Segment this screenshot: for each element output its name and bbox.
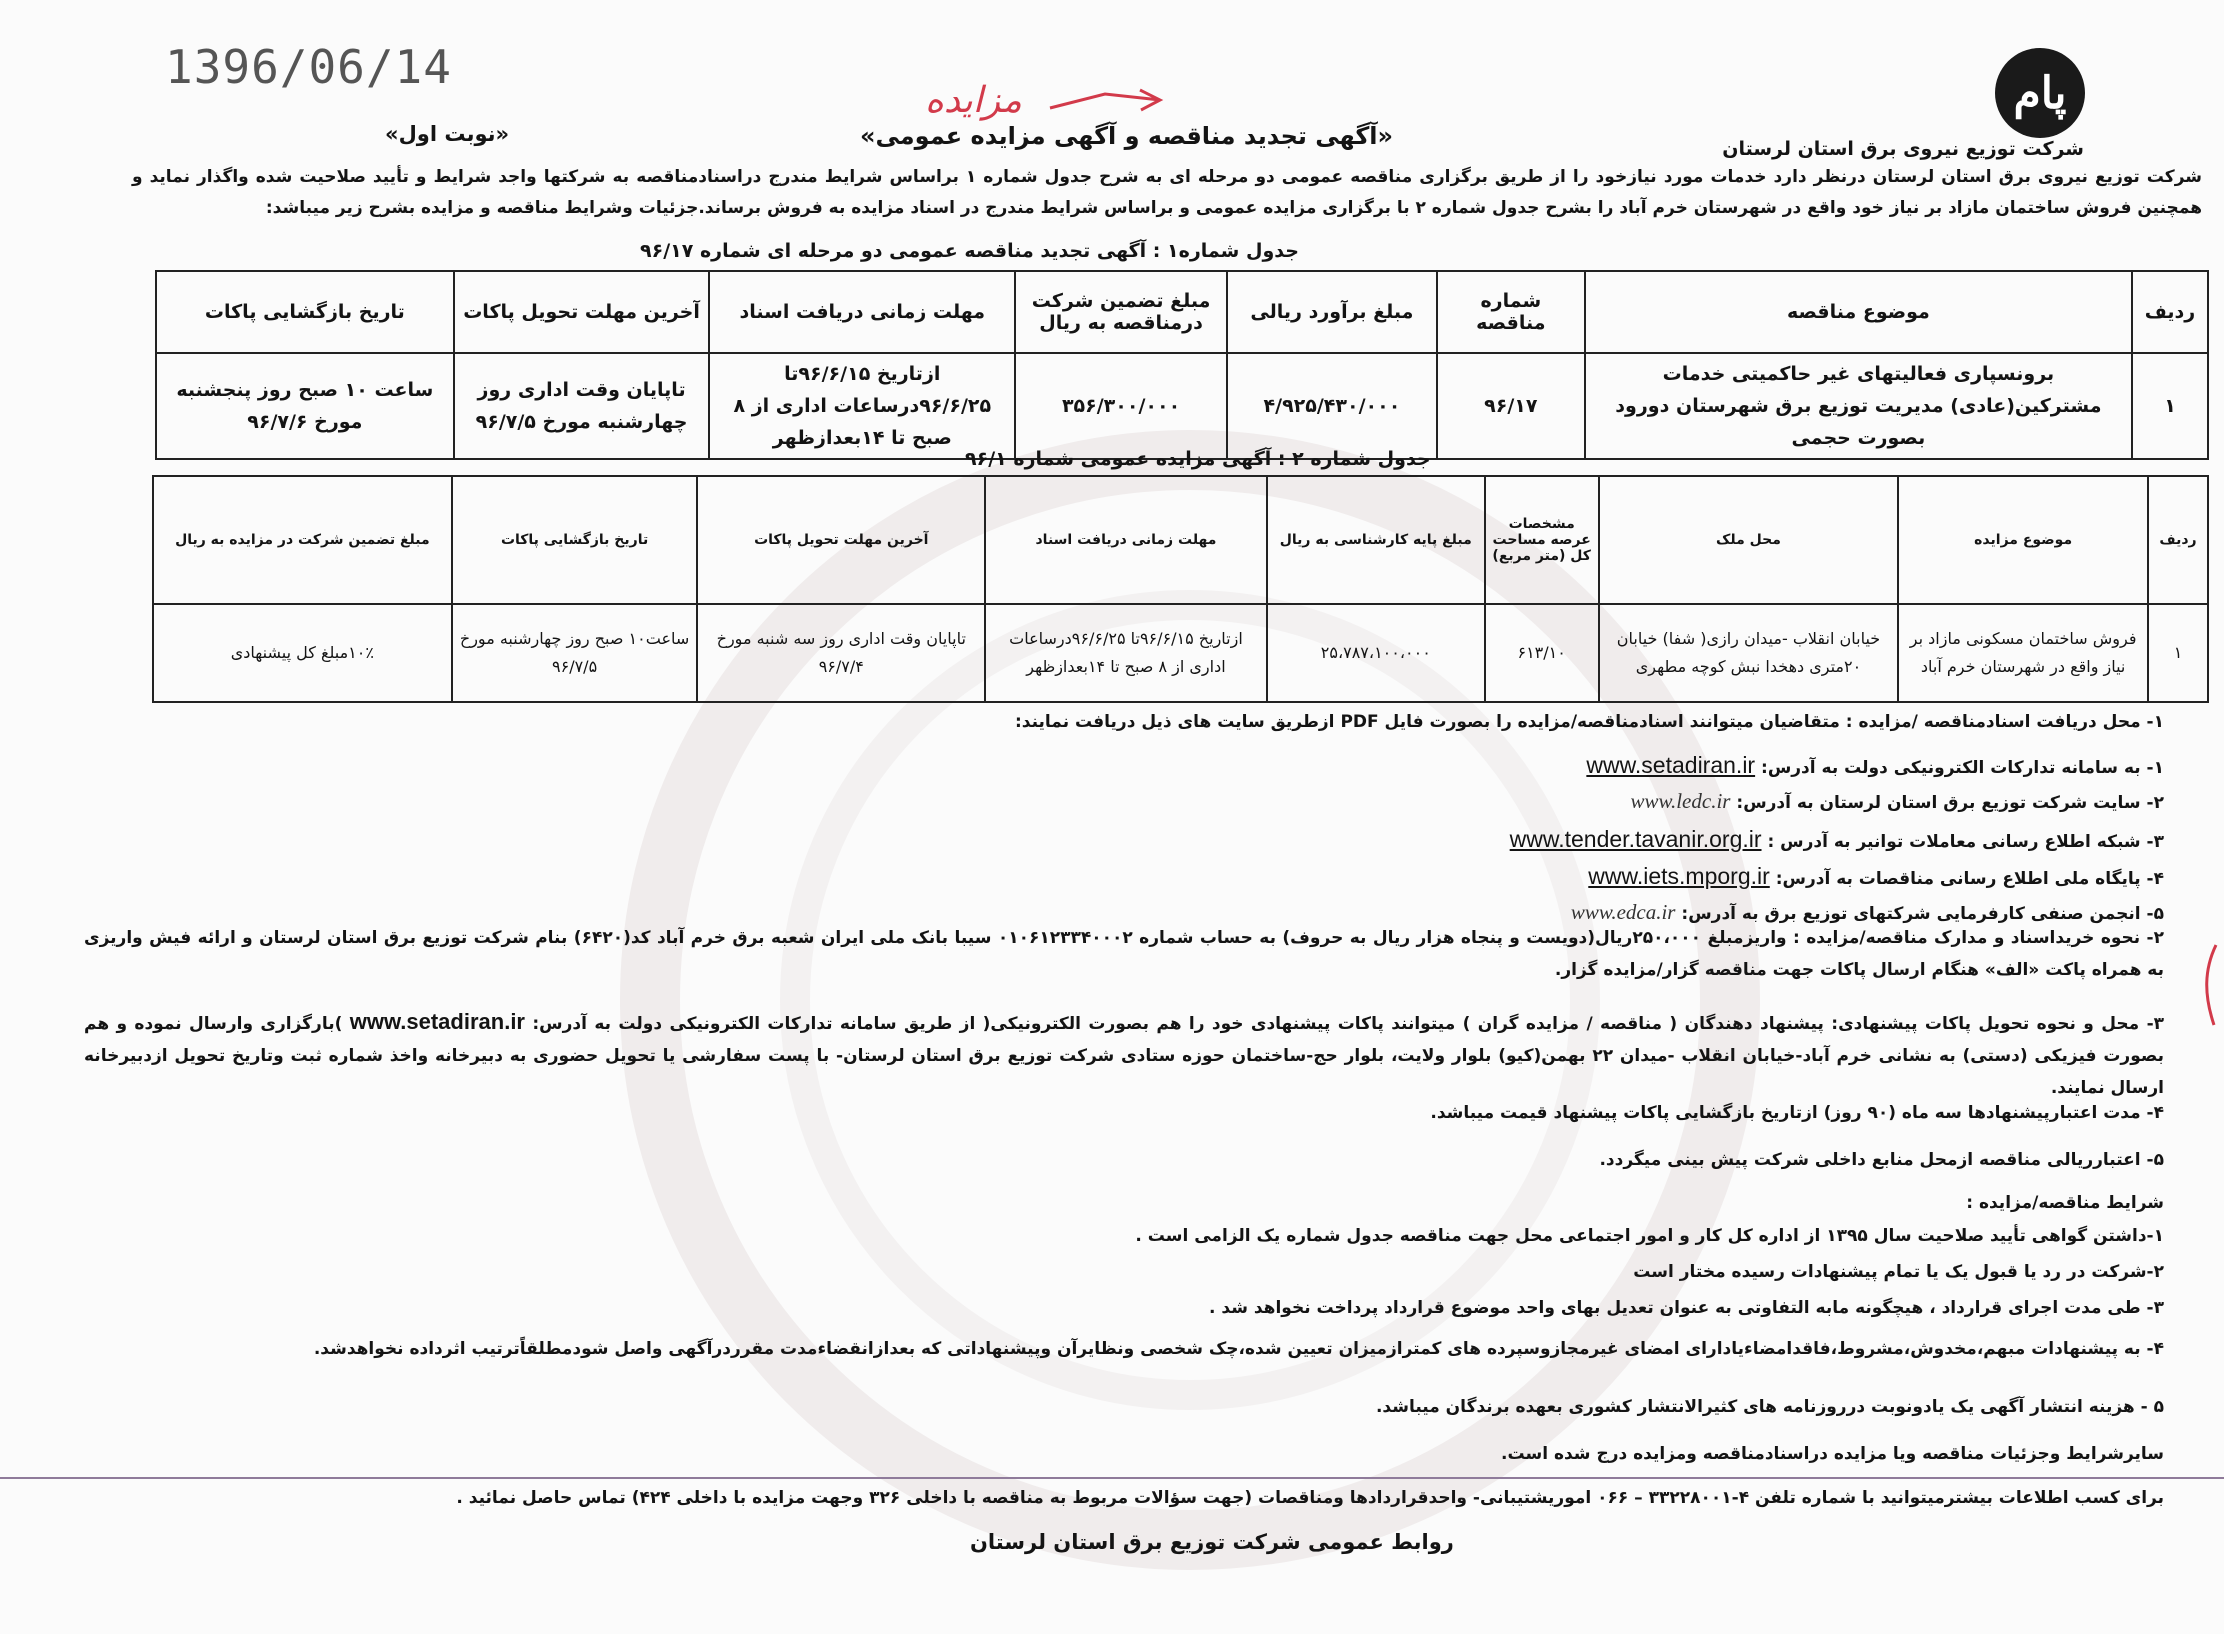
section-2 xyxy=(84,922,2164,986)
site-label: ۵- انجمن صنفی کارفرمایی شرکتهای توزیع برق به آدرس: xyxy=(1681,904,2164,924)
conditions-title: شرایط مناقصه/مزایده : xyxy=(1966,1193,2164,1213)
section-3-link[interactable]: www.setadiran.ir xyxy=(349,1009,525,1034)
header-cell: شماره مناقصه xyxy=(1437,271,1585,353)
footer-signature: روابط عمومی شرکت توزیع برق استان لرستان xyxy=(970,1530,1454,1554)
section-5: ۵- اعتبارریالی مناقصه ازمحل منابع داخلی شرکت پیش بینی میگردد. xyxy=(1599,1150,2164,1170)
header-cell: مشخصات عرصه مساحت کل (متر مربع) xyxy=(1485,476,1599,604)
table2-title: جدول شماره ۲ : آگهی مزایده عمومی شماره ۹۶/۱ xyxy=(965,448,1431,470)
table-cell: ساعت ۱۰ صبح روز پنجشنبه مورخ ۹۶/۷/۶ xyxy=(156,353,454,459)
site-label: ۱- به سامانه تدارکات الکترونیکی دولت به آدرس: xyxy=(1761,758,2164,778)
header-cell: آخرین مهلت تحویل پاکات xyxy=(454,271,710,353)
section-2-heading: ۲- نحوه خریداسناد و مدارک مناقصه/مزایده : xyxy=(1793,928,2164,948)
site-link[interactable]: www.ledc.ir xyxy=(1630,789,1731,813)
section-1-heading: ۱- محل دریافت اسنادمناقصه /مزایده : xyxy=(1845,712,2164,732)
section-1-text: متقاضیان میتوانند اسنادمناقصه/مزایده را بصورت فایل PDF ازطریق سایت های ذیل دریافت نمایند: xyxy=(1014,712,1840,732)
table-cell: تاپایان وقت اداری روز سه شنبه مورخ ۹۶/۷/۴ xyxy=(697,604,985,702)
company-name: شرکت توزیع نیروی برق استان لرستان xyxy=(1722,138,2084,160)
site-link[interactable]: www.tender.tavanir.org.ir xyxy=(1509,826,1762,852)
header-cell: مبلغ پایه کارشناسی به ریال xyxy=(1267,476,1485,604)
tender-table xyxy=(155,270,2209,460)
table-cell: ۱ xyxy=(2132,353,2208,459)
page-title: «آگهی تجدید مناقصه و آگهی مزایده عمومی» xyxy=(860,122,1394,150)
table-cell: ۹۶/۱۷ xyxy=(1437,353,1585,459)
section-3 xyxy=(84,1006,2164,1104)
site-link[interactable]: www.iets.mporg.ir xyxy=(1588,863,1770,889)
header-cell: مبلغ برآورد ریالی xyxy=(1227,271,1437,353)
section-3-text: پیشنهاد دهندگان ( مناقصه / مزایده گران ) میتوانند پاکات پیشنهادی خود را هم بصورت الکترونیکی( از طریق سامانه تدارکات الکترونیکی دولت به آدرس: xyxy=(532,1014,1824,1034)
company-logo xyxy=(1995,48,2085,138)
table-cell: برونسپاری فعالیتهای غیر حاکمیتی خدمات مشترکین(عادی) مدیریت توزیع برق شهرستان دورود بصورت حجمی xyxy=(1585,353,2132,459)
table-cell: ۶۱۳/۱۰ xyxy=(1485,604,1599,702)
table-cell: ۲۵،۷۸۷،۱۰۰،۰۰۰ xyxy=(1267,604,1485,702)
table1-title: جدول شماره۱ : آگهی تجدید مناقصه عمومی دو مرحله ای شماره ۹۶/۱۷ xyxy=(640,240,1299,262)
auction-table xyxy=(152,475,2209,703)
condition-item: ۱-داشتن گواهی تأیید صلاحیت سال ۱۳۹۵ از اداره کل کار و امور اجتماعی محل جهت مناقصه جدول شماره یک الزامی است . xyxy=(1135,1226,2164,1246)
table-header-row xyxy=(153,476,2208,604)
date-stamp: 1396/06/14 xyxy=(165,40,452,94)
table-row xyxy=(156,353,2208,459)
table-cell: ۱۰٪مبلغ کل پیشنهادی xyxy=(153,604,452,702)
header-cell: تاریخ بازگشایی پاکات xyxy=(452,476,698,604)
margin-pen-mark-icon xyxy=(2200,940,2220,1030)
site-label: ۲- سایت شرکت توزیع برق استان لرستان به آدرس: xyxy=(1736,793,2164,813)
section-4: ۴- مدت اعتبارپیشنهادها سه ماه (۹۰ روز) ازتاریخ بازگشایی پاکات پیشنهاد قیمت میباشد. xyxy=(1430,1103,2164,1123)
site-item xyxy=(1631,789,2164,814)
site-item xyxy=(1586,752,2164,779)
table-cell: ۴/۹۲۵/۴۳۰/۰۰۰ xyxy=(1227,353,1437,459)
other-conditions-note: سایرشرایط وجزئیات مناقصه ویا مزایده دراسنادمناقصه ومزایده درج شده است. xyxy=(1501,1444,2164,1464)
table-cell: ۱ xyxy=(2148,604,2208,702)
logo-text: ﭘﺎﻡ xyxy=(2013,67,2067,119)
section-3-text-cont: )بارگزاری وارسال نموده و هم بصورت فیزیکی (دستی) به نشانی خرم آباد-خیابان انقلاب -میدان ۲۲ بهمن(کیو) بلوار ولایت، بلوار حج-ساختمان حوزه ستادی شرکت توزیع برق استان لرستان- با پست سفارشی یا تحویل حضوری به دبیرخانه واخذ شماره ثبت وتاریخ تحویل ازدبیرخانه ارسال نمایند. xyxy=(84,1014,2164,1098)
table-row xyxy=(153,604,2208,702)
header-cell: ردیف xyxy=(2148,476,2208,604)
handwritten-note: مزایده xyxy=(925,80,1022,121)
table-cell: ساعت۱۰ صبح روز چهارشنبه مورخ ۹۶/۷/۵ xyxy=(452,604,698,702)
table-cell: ازتاریخ ۹۶/۶/۱۵تا ۹۶/۶/۲۵درساعات اداری از ۸ صبح تا ۱۴بعدازظهر xyxy=(709,353,1015,459)
condition-item: ۵ - هزینه انتشار آگهی یک یادونوبت درروزنامه های کثیرالانتشار کشوری بعهده برندگان میباشد. xyxy=(1375,1397,2164,1417)
header-cell: مبلغ تضمین شرکت در مزایده به ریال xyxy=(153,476,452,604)
table-cell: ازتاریخ ۹۶/۶/۱۵تا ۹۶/۶/۲۵درساعات اداری از ۸ صبح تا ۱۴بعدازظهر xyxy=(985,604,1267,702)
condition-item: ۳- طی مدت اجرای قرارداد ، هیچگونه مابه التفاوتی به عنوان تعدیل بهای واحد موضوع قرارداد پرداخت نخواهد شد . xyxy=(1209,1298,2164,1318)
handwritten-arrow-icon xyxy=(1045,86,1165,116)
header-cell: موضوع مزایده xyxy=(1898,476,2148,604)
intro-paragraph: شرکت توزیع نیروی برق استان لرستان درنظر دارد خدمات مورد نیازخود را از طریق برگزاری مناقصه عمومی دو مرحله ای به شرح جدول شماره ۱ براساس شرایط مندرج دراسنادمناقصه به شرکتها واجد شرایط و تأیید صلاحیت شده واگذار نماید و همچنین فروش ساختمان مازاد بر نیاز خود واقع در شهرستان خرم آباد را بشرح جدول شماره ۲ با برگزاری مزایده عمومی و براساس شرایط مندرج در اسناد مزایده به فروش برساند.جزئیات وشرایط مناقصه و مزایده بشرح زیر میباشد: xyxy=(132,167,2202,218)
condition-item: ۲-شرکت در رد یا قبول یک یا تمام پیشنهادات رسیده مختار است xyxy=(1633,1262,2164,1282)
site-link[interactable]: www.setadiran.ir xyxy=(1586,752,1756,778)
contact-note: برای کسب اطلاعات بیشترمیتوانید با شماره تلفن ۴-۳۳۲۲۸۰۰۱ – ۰۶۶ اموریشتیبانی- واحدقراردادها ومناقصات (جهت سؤالات مربوط به مناقصه با داخلی ۳۲۶ وجهت مزایده با داخلی ۴۲۴) تماس حاصل نمائید . xyxy=(456,1488,2164,1508)
header-cell: مبلغ تضمین شرکت درمناقصه به ریال xyxy=(1015,271,1227,353)
section-2-text: واریزمبلغ ۲۵۰،۰۰۰ریال(دویست و پنجاه هزار ریال به حروف) به حساب شماره ۰۱۰۶۱۲۳۳۴۰۰۰۲ سیبا بانک ملی ایران شعبه برق خرم آباد کد(۶۴۲۰) بنام شرکت توزیع برق استان لرستان و ارائه فیش واریزی به همراه پاکت «الف» هنگام ارسال پاکات جهت مناقصه گزار/مزایده گزار. xyxy=(84,928,2164,980)
round-label: «نوبت اول» xyxy=(385,122,510,146)
header-cell: محل ملک xyxy=(1599,476,1899,604)
table-cell: خیابان انقلاب -میدان رازی( شفا) خیابان ۲۰متری دهخدا نبش کوچه مطهری xyxy=(1599,604,1899,702)
site-item xyxy=(1588,863,2164,890)
header-cell: ردیف xyxy=(2132,271,2208,353)
header-cell: مهلت زمانی دریافت اسناد xyxy=(985,476,1267,604)
header-cell: تاریخ بازگشایی پاکات xyxy=(156,271,454,353)
table-cell: ۳۵۶/۳۰۰/۰۰۰ xyxy=(1015,353,1227,459)
header-cell: مهلت زمانی دریافت اسناد xyxy=(709,271,1015,353)
site-link[interactable]: www.edca.ir xyxy=(1570,900,1676,924)
site-label: ۳- شبکه اطلاع رسانی معاملات توانیر به آدرس : xyxy=(1767,832,2164,852)
table-cell: تاپایان وقت اداری روز چهارشنبه مورخ ۹۶/۷/۵ xyxy=(454,353,710,459)
site-item xyxy=(1510,826,2164,853)
table-header-row xyxy=(156,271,2208,353)
table-cell: فروش ساختمان مسکونی مازاد بر نیاز واقع در شهرستان خرم آباد xyxy=(1898,604,2148,702)
section-3-heading: ۳- محل و نحوه تحویل پاکات پیشنهادی: xyxy=(1831,1014,2165,1034)
condition-item: ۴- به پیشنهادات مبهم،مخدوش،مشروط،فاقدامضاءیادارای امضای غیرمجازوسپرده های کمترازمیزان تعیین شده،چک شخصی ونظایرآن وپیشنهاداتی که بعدازانقضاءمدت مقرردرآگهی واصل شودمطلقاًترتیب اثرداده نخواهدشد. xyxy=(313,1339,2164,1359)
header-cell: آخرین مهلت تحویل پاکات xyxy=(697,476,985,604)
header-cell: موضوع مناقصه xyxy=(1585,271,2132,353)
site-label: ۴- پایگاه ملی اطلاع رسانی مناقصات به آدرس: xyxy=(1775,869,2164,889)
section-1 xyxy=(1015,712,2164,732)
divider xyxy=(0,1477,2224,1479)
